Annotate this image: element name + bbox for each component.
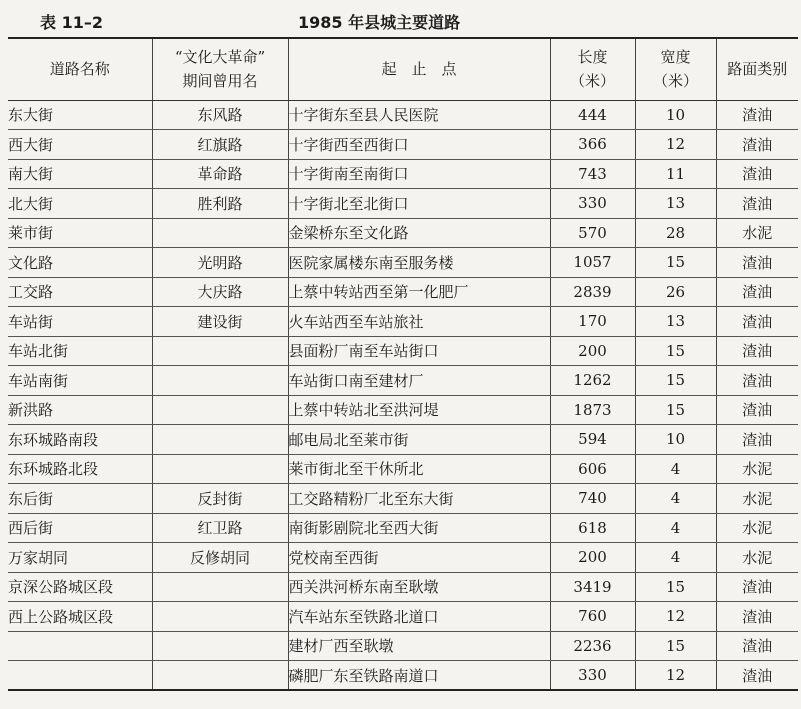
cell-width: 4 [635,543,716,573]
header-row [8,38,798,100]
cell-width: 10 [635,425,716,455]
cell-width: 4 [635,513,716,543]
cell-alias: 胜利路 [152,189,288,219]
road-table [8,37,798,691]
cell-surface: 水泥 [716,454,798,484]
cell-road-name: 东后街 [8,484,152,514]
cell-width: 15 [635,572,716,602]
cell-road-name: 万家胡同 [8,543,152,573]
cell-length: 2236 [550,631,635,661]
cell-route: 十字街西至西街口 [288,130,550,160]
cell-route: 汽车站东至铁路北道口 [288,602,550,632]
table-row [8,248,798,278]
cell-route: 西关洪河桥东南至耿墩 [288,572,550,602]
table-row [8,366,798,396]
cell-alias: 大庆路 [152,277,288,307]
cell-road-name: 莱市街 [8,218,152,248]
cell-alias [152,454,288,484]
cell-width: 12 [635,661,716,691]
cell-length: 330 [550,189,635,219]
cell-alias [152,572,288,602]
table-row [8,631,798,661]
cell-alias: 东风路 [152,100,288,130]
cell-alias [152,602,288,632]
cell-surface: 渣油 [716,100,798,130]
table-row [8,159,798,189]
cell-road-name: 东大街 [8,100,152,130]
cell-width: 13 [635,307,716,337]
cell-route: 十字街南至南街口 [288,159,550,189]
cell-route: 南街影剧院北至西大街 [288,513,550,543]
cell-width: 15 [635,248,716,278]
table-row [8,100,798,130]
table-row [8,130,798,160]
cell-width: 12 [635,130,716,160]
cell-width: 15 [635,395,716,425]
cell-road-name: 京深公路城区段 [8,572,152,602]
cell-length: 606 [550,454,635,484]
cell-road-name: 新洪路 [8,395,152,425]
cell-road-name: 北大街 [8,189,152,219]
cell-road-name: 车站南街 [8,366,152,396]
cell-road-name: 西后街 [8,513,152,543]
cell-route: 莱市街北至干休所北 [288,454,550,484]
cell-surface: 渣油 [716,572,798,602]
cell-width: 4 [635,454,716,484]
cell-route: 上蔡中转站西至第一化肥厂 [288,277,550,307]
cell-length: 760 [550,602,635,632]
header-width: 宽度 （米） [635,38,716,100]
cell-length: 1057 [550,248,635,278]
cell-route: 医院家属楼东南至服务楼 [288,248,550,278]
table-row [8,602,798,632]
cell-width: 28 [635,218,716,248]
cell-width: 13 [635,189,716,219]
cell-alias [152,631,288,661]
cell-alias [152,366,288,396]
cell-alias: 红卫路 [152,513,288,543]
cell-length: 444 [550,100,635,130]
cell-length: 743 [550,159,635,189]
cell-route: 车站街口南至建材厂 [288,366,550,396]
cell-surface: 渣油 [716,631,798,661]
table-row [8,513,798,543]
cell-alias [152,661,288,691]
table-row [8,454,798,484]
cell-alias: 反修胡同 [152,543,288,573]
cell-length: 170 [550,307,635,337]
cell-alias [152,395,288,425]
cell-road-name: 东环城路北段 [8,454,152,484]
cell-width: 15 [635,631,716,661]
cell-road-name [8,661,152,691]
cell-width: 15 [635,336,716,366]
header-length: 长度 （米） [550,38,635,100]
cell-road-name: 工交路 [8,277,152,307]
cell-length: 1262 [550,366,635,396]
cell-road-name: 东环城路南段 [8,425,152,455]
cell-route: 火车站西至车站旅社 [288,307,550,337]
cell-route: 邮电局北至莱市街 [288,425,550,455]
cell-surface: 渣油 [716,248,798,278]
cell-surface: 渣油 [716,425,798,455]
cell-road-name: 文化路 [8,248,152,278]
table-title: 1985 年县城主要道路 [298,13,461,32]
header-surface: 路面类别 [716,38,798,100]
cell-alias: 革命路 [152,159,288,189]
cell-surface: 水泥 [716,513,798,543]
header-route: 起 止 点 [288,38,550,100]
cell-alias [152,218,288,248]
cell-alias [152,425,288,455]
cell-route: 工交路精粉厂北至东大街 [288,484,550,514]
cell-surface: 渣油 [716,366,798,396]
cell-surface: 水泥 [716,484,798,514]
cell-surface: 水泥 [716,218,798,248]
cell-road-name: 车站北街 [8,336,152,366]
table-number: 表 11–2 [40,13,103,32]
cell-alias: 红旗路 [152,130,288,160]
cell-route: 十字街北至北街口 [288,189,550,219]
table-row [8,336,798,366]
cell-route: 建材厂西至耿墩 [288,631,550,661]
cell-length: 3419 [550,572,635,602]
table-row [8,543,798,573]
cell-surface: 渣油 [716,307,798,337]
cell-width: 15 [635,366,716,396]
cell-route: 党校南至西街 [288,543,550,573]
cell-road-name [8,631,152,661]
cell-length: 740 [550,484,635,514]
cell-road-name: 车站街 [8,307,152,337]
cell-route: 磷肥厂东至铁路南道口 [288,661,550,691]
table-row [8,425,798,455]
table-row [8,218,798,248]
cell-length: 1873 [550,395,635,425]
cell-road-name: 南大街 [8,159,152,189]
cell-length: 570 [550,218,635,248]
cell-length: 2839 [550,277,635,307]
cell-length: 366 [550,130,635,160]
cell-width: 4 [635,484,716,514]
cell-width: 11 [635,159,716,189]
cell-surface: 渣油 [716,336,798,366]
cell-surface: 渣油 [716,159,798,189]
cell-length: 594 [550,425,635,455]
cell-alias: 反封街 [152,484,288,514]
cell-length: 618 [550,513,635,543]
cell-route: 上蔡中转站北至洪河堤 [288,395,550,425]
cell-route: 县面粉厂南至车站街口 [288,336,550,366]
cell-length: 330 [550,661,635,691]
table-row [8,572,798,602]
table-row [8,307,798,337]
cell-length: 200 [550,543,635,573]
cell-width: 26 [635,277,716,307]
cell-surface: 渣油 [716,130,798,160]
cell-route: 十字街东至县人民医院 [288,100,550,130]
cell-road-name: 西大街 [8,130,152,160]
cell-surface: 渣油 [716,189,798,219]
table-body [8,100,798,690]
header-road-name: 道路名称 [8,38,152,100]
header-alias: “文化大革命” 期间曾用名 [152,38,288,100]
cell-surface: 渣油 [716,395,798,425]
table-row [8,484,798,514]
cell-alias [152,336,288,366]
cell-alias: 建设街 [152,307,288,337]
cell-surface: 渣油 [716,661,798,691]
cell-width: 10 [635,100,716,130]
cell-route: 金梁桥东至文化路 [288,218,550,248]
cell-surface: 渣油 [716,602,798,632]
cell-alias: 光明路 [152,248,288,278]
cell-surface: 渣油 [716,277,798,307]
cell-road-name: 西上公路城区段 [8,602,152,632]
table-row [8,277,798,307]
table-row [8,661,798,691]
table-row [8,395,798,425]
cell-surface: 水泥 [716,543,798,573]
cell-length: 200 [550,336,635,366]
cell-width: 12 [635,602,716,632]
table-row [8,189,798,219]
